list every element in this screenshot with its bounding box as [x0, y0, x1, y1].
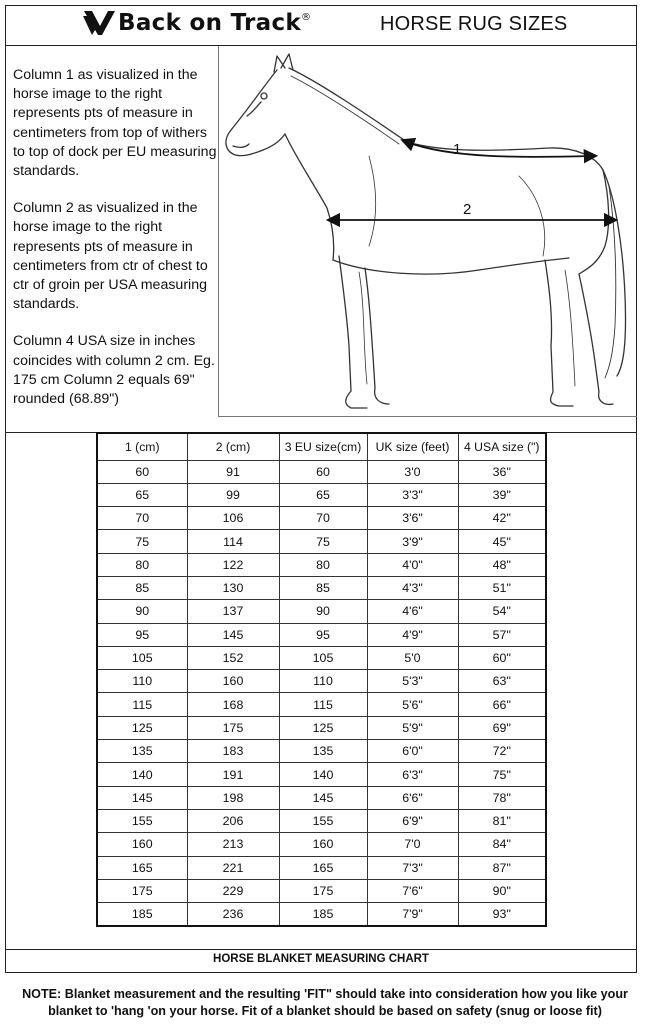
table-row: [97, 670, 546, 693]
col-uk-cell: 7'9": [367, 903, 458, 926]
col-uk-cell: 7'0: [367, 833, 458, 856]
col-3-cell: 160: [279, 833, 367, 856]
col-4-cell: 48": [458, 553, 546, 576]
col-1-cell: 175: [97, 879, 187, 902]
col-uk-cell: 4'0": [367, 553, 458, 576]
col-1-cell: 160: [97, 833, 187, 856]
col-4-cell: 42": [458, 507, 546, 530]
col-uk-cell: 6'9": [367, 809, 458, 832]
col-1-cell: 95: [97, 623, 187, 646]
description-column-1: Column 1 as visualized in the horse image to the right represents pts of measure in centimeters from top of withers to top of dock per EU measuring standards.: [13, 67, 217, 180]
col-2-cell: 236: [187, 903, 279, 926]
header-col-3: 3 EU size(cm): [279, 433, 367, 460]
table-row: [97, 646, 546, 669]
col-3-cell: 80: [279, 553, 367, 576]
col-2-cell: 168: [187, 693, 279, 716]
table-row: [97, 856, 546, 879]
col-3-cell: 95: [279, 623, 367, 646]
table-row: [97, 809, 546, 832]
col-2-cell: 229: [187, 879, 279, 902]
col-3-cell: 115: [279, 693, 367, 716]
table-row: [97, 716, 546, 739]
col-1-cell: 115: [97, 693, 187, 716]
table-row: [97, 553, 546, 576]
brand-name: Back on Track®: [118, 10, 312, 36]
table-row: [97, 903, 546, 926]
col-1-cell: 125: [97, 716, 187, 739]
fit-note: NOTE: Blanket measurement and the resulting 'FIT" should take into consideration how you like your blanket to 'hang 'on your horse. Fit of a blanket should be based on safety (snug or loose fit): [22, 987, 628, 1018]
header-col-uk: UK size (feet): [367, 433, 458, 460]
col-2-cell: 145: [187, 623, 279, 646]
col-uk-cell: 7'3": [367, 856, 458, 879]
col-4-cell: 69": [458, 716, 546, 739]
col-uk-cell: 7'6": [367, 879, 458, 902]
col-1-cell: 65: [97, 483, 187, 506]
header-col-4: 4 USA size ("): [458, 433, 546, 460]
col-uk-cell: 5'6": [367, 693, 458, 716]
col-3-cell: 155: [279, 809, 367, 832]
col-3-cell: 65: [279, 483, 367, 506]
measure-label-1: 1: [453, 141, 462, 158]
col-4-cell: 60": [458, 646, 546, 669]
col-1-cell: 105: [97, 646, 187, 669]
table-header-row: [97, 433, 546, 460]
col-1-cell: 155: [97, 809, 187, 832]
brand-logo: [82, 8, 346, 42]
col-uk-cell: 4'9": [367, 623, 458, 646]
description-column-4: Column 4 USA size in inches coincides with column 2 cm. Eg. 175 cm Column 2 equals 69" rounded (68.89"): [13, 333, 215, 408]
col-4-cell: 87": [458, 856, 546, 879]
col-1-cell: 110: [97, 670, 187, 693]
col-3-cell: 110: [279, 670, 367, 693]
col-uk-cell: 3'6": [367, 507, 458, 530]
col-3-cell: 90: [279, 600, 367, 623]
size-table-body: [97, 460, 546, 926]
col-2-cell: 99: [187, 483, 279, 506]
header-col-2: 2 (cm): [187, 433, 279, 460]
col-2-cell: 152: [187, 646, 279, 669]
col-1-cell: 80: [97, 553, 187, 576]
table-row: [97, 507, 546, 530]
header-col-1: 1 (cm): [97, 433, 187, 460]
col-2-cell: 198: [187, 786, 279, 809]
col-uk-cell: 3'3": [367, 483, 458, 506]
table-row: [97, 786, 546, 809]
col-3-cell: 105: [279, 646, 367, 669]
col-uk-cell: 6'0": [367, 740, 458, 763]
col-4-cell: 45": [458, 530, 546, 553]
col-1-cell: 145: [97, 786, 187, 809]
col-3-cell: 60: [279, 460, 367, 483]
col-3-cell: 75: [279, 530, 367, 553]
col-4-cell: 81": [458, 809, 546, 832]
col-uk-cell: 5'3": [367, 670, 458, 693]
col-4-cell: 39": [458, 483, 546, 506]
col-uk-cell: 5'9": [367, 716, 458, 739]
table-row: [97, 833, 546, 856]
col-3-cell: 135: [279, 740, 367, 763]
col-4-cell: 54": [458, 600, 546, 623]
table-row: [97, 460, 546, 483]
col-3-cell: 125: [279, 716, 367, 739]
col-4-cell: 66": [458, 693, 546, 716]
col-2-cell: 130: [187, 576, 279, 599]
col-3-cell: 140: [279, 763, 367, 786]
col-1-cell: 90: [97, 600, 187, 623]
col-3-cell: 85: [279, 576, 367, 599]
table-row: [97, 530, 546, 553]
col-uk-cell: 4'3": [367, 576, 458, 599]
col-3-cell: 145: [279, 786, 367, 809]
col-2-cell: 122: [187, 553, 279, 576]
table-row: [97, 763, 546, 786]
col-1-cell: 75: [97, 530, 187, 553]
col-4-cell: 93": [458, 903, 546, 926]
col-1-cell: 70: [97, 507, 187, 530]
measurement-description: [13, 66, 218, 427]
col-2-cell: 137: [187, 600, 279, 623]
col-4-cell: 63": [458, 670, 546, 693]
col-3-cell: 175: [279, 879, 367, 902]
col-uk-cell: 3'0: [367, 460, 458, 483]
table-row: [97, 740, 546, 763]
col-1-cell: 185: [97, 903, 187, 926]
col-1-cell: 60: [97, 460, 187, 483]
description-column-2: Column 2 as visualized in the horse image to the right represents pts of measure in centimeters from ctr of chest to ctr of groin per USA measuring standards.: [13, 200, 208, 313]
col-1-cell: 140: [97, 763, 187, 786]
col-3-cell: 70: [279, 507, 367, 530]
col-1-cell: 165: [97, 856, 187, 879]
col-1-cell: 135: [97, 740, 187, 763]
col-2-cell: 206: [187, 809, 279, 832]
col-2-cell: 91: [187, 460, 279, 483]
brand-logo-icon: [82, 8, 116, 38]
col-4-cell: 75": [458, 763, 546, 786]
col-2-cell: 213: [187, 833, 279, 856]
col-2-cell: 160: [187, 670, 279, 693]
col-uk-cell: 6'3": [367, 763, 458, 786]
col-2-cell: 175: [187, 716, 279, 739]
col-3-cell: 185: [279, 903, 367, 926]
col-1-cell: 85: [97, 576, 187, 599]
col-4-cell: 57": [458, 623, 546, 646]
col-2-cell: 106: [187, 507, 279, 530]
table-bottom-divider: [5, 949, 637, 950]
table-row: [97, 483, 546, 506]
col-4-cell: 90": [458, 879, 546, 902]
table-row: [97, 576, 546, 599]
col-2-cell: 191: [187, 763, 279, 786]
page-title: HORSE RUG SIZES: [380, 13, 568, 35]
table-row: [97, 623, 546, 646]
col-uk-cell: 5'0: [367, 646, 458, 669]
col-4-cell: 84": [458, 833, 546, 856]
col-3-cell: 165: [279, 856, 367, 879]
col-uk-cell: 6'6": [367, 786, 458, 809]
horse-diagram: [218, 46, 637, 417]
col-uk-cell: 3'9": [367, 530, 458, 553]
horse-illustration: [219, 46, 638, 417]
col-4-cell: 51": [458, 576, 546, 599]
table-row: [97, 879, 546, 902]
table-row: [97, 693, 546, 716]
col-2-cell: 183: [187, 740, 279, 763]
col-2-cell: 221: [187, 856, 279, 879]
col-uk-cell: 4'6": [367, 600, 458, 623]
chart-caption: HORSE BLANKET MEASURING CHART: [213, 953, 429, 965]
col-4-cell: 72": [458, 740, 546, 763]
size-table: [96, 432, 547, 927]
measure-label-2: 2: [463, 201, 472, 218]
col-2-cell: 114: [187, 530, 279, 553]
col-4-cell: 78": [458, 786, 546, 809]
table-row: [97, 600, 546, 623]
col-4-cell: 36": [458, 460, 546, 483]
